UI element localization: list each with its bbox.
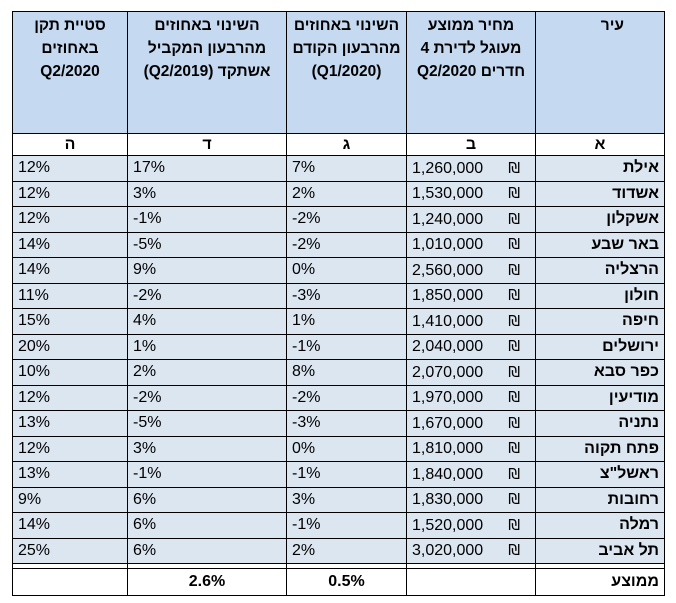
- price-cell: [407, 411, 536, 437]
- quarter-change-cell: 2%: [287, 181, 407, 207]
- quarter-change-cell: -1%: [287, 334, 407, 360]
- price-value: 2,070,000: [412, 363, 484, 381]
- table-row: [13, 436, 665, 462]
- header-price: מחיר ממוצע מעוגל לדירת 4 חדרים Q2/2020: [407, 12, 536, 134]
- shekel-icon: ₪: [508, 388, 520, 407]
- header-std-dev: סטיית תקן באחוזים Q2/2020: [13, 12, 128, 134]
- shekel-icon: ₪: [508, 541, 520, 560]
- quarter-change-cell: 0%: [287, 436, 407, 462]
- year-change-cell: -1%: [128, 462, 287, 488]
- price-value: 1,670,000: [412, 414, 484, 432]
- column-letter: ג: [287, 134, 407, 156]
- quarter-change-cell: 2%: [287, 538, 407, 564]
- quarter-change-cell: 3%: [287, 487, 407, 513]
- city-cell: ראשל"צ: [536, 462, 665, 488]
- header-quarter-change: השינוי באחוזים מהרבעון הקודם (Q1/2020): [287, 12, 407, 134]
- year-change-cell: -1%: [128, 207, 287, 233]
- price-cell: [407, 232, 536, 258]
- std-dev-cell: 13%: [13, 411, 128, 437]
- average-std-dev-empty: [13, 569, 128, 596]
- shekel-icon: ₪: [508, 286, 520, 305]
- std-dev-cell: 20%: [13, 334, 128, 360]
- price-cell: [407, 538, 536, 564]
- table-row: [13, 411, 665, 437]
- table-row: [13, 462, 665, 488]
- quarter-change-cell: -2%: [287, 232, 407, 258]
- price-value: 1,530,000: [412, 185, 484, 203]
- city-cell: חולון: [536, 283, 665, 309]
- price-value: 2,040,000: [412, 338, 484, 356]
- year-change-cell: 2%: [128, 360, 287, 386]
- table-row: [13, 232, 665, 258]
- year-change-cell: -2%: [128, 385, 287, 411]
- std-dev-cell: 14%: [13, 232, 128, 258]
- price-value: 1,810,000: [412, 440, 484, 458]
- shekel-icon: ₪: [508, 413, 520, 432]
- shekel-icon: ₪: [508, 515, 520, 534]
- table-row: [13, 207, 665, 233]
- price-cell: [407, 309, 536, 335]
- city-cell: רחובות: [536, 487, 665, 513]
- quarter-change-cell: -1%: [287, 513, 407, 539]
- price-cell: [407, 385, 536, 411]
- average-year-change: 2.6%: [128, 569, 287, 596]
- table-body: [13, 156, 665, 564]
- price-cell: [407, 207, 536, 233]
- quarter-change-cell: 1%: [287, 309, 407, 335]
- shekel-icon: ₪: [508, 311, 520, 330]
- price-cell: [407, 283, 536, 309]
- price-value: 1,260,000: [412, 159, 484, 177]
- std-dev-cell: 9%: [13, 487, 128, 513]
- std-dev-cell: 13%: [13, 462, 128, 488]
- column-letter: ב: [407, 134, 536, 156]
- city-cell: אילת: [536, 156, 665, 182]
- price-value: 1,840,000: [412, 465, 484, 483]
- price-cell: [407, 462, 536, 488]
- price-value: 1,410,000: [412, 312, 484, 330]
- quarter-change-cell: -2%: [287, 385, 407, 411]
- shekel-icon: ₪: [508, 464, 520, 483]
- price-cell: [407, 360, 536, 386]
- quarter-change-cell: 0%: [287, 258, 407, 284]
- city-cell: באר שבע: [536, 232, 665, 258]
- housing-price-table: [12, 11, 665, 596]
- header-year-change: השינוי באחוזים מהרבעון המקביל אשתקד (Q2/2019): [128, 12, 287, 134]
- column-letter: א: [536, 134, 665, 156]
- city-cell: רמלה: [536, 513, 665, 539]
- std-dev-cell: 14%: [13, 513, 128, 539]
- city-cell: חיפה: [536, 309, 665, 335]
- year-change-cell: -2%: [128, 283, 287, 309]
- std-dev-cell: 25%: [13, 538, 128, 564]
- table-row: [13, 156, 665, 182]
- shekel-icon: ₪: [508, 362, 520, 381]
- city-cell: כפר סבא: [536, 360, 665, 386]
- table-row: [13, 283, 665, 309]
- std-dev-cell: 15%: [13, 309, 128, 335]
- std-dev-cell: 11%: [13, 283, 128, 309]
- average-quarter-change: 0.5%: [287, 569, 407, 596]
- price-cell: [407, 181, 536, 207]
- table-row: [13, 258, 665, 284]
- shekel-icon: ₪: [508, 158, 520, 177]
- year-change-cell: -5%: [128, 232, 287, 258]
- table-row: [13, 360, 665, 386]
- price-value: 1,970,000: [412, 389, 484, 407]
- year-change-cell: 9%: [128, 258, 287, 284]
- price-cell: [407, 334, 536, 360]
- std-dev-cell: 12%: [13, 181, 128, 207]
- city-cell: מודיעין: [536, 385, 665, 411]
- price-value: 2,560,000: [412, 261, 484, 279]
- average-label: ממוצע: [536, 569, 665, 596]
- shekel-icon: ₪: [508, 209, 520, 228]
- table-row: [13, 538, 665, 564]
- table-row: [13, 513, 665, 539]
- std-dev-cell: 10%: [13, 360, 128, 386]
- average-price-empty: [407, 569, 536, 596]
- price-value: 1,520,000: [412, 516, 484, 534]
- quarter-change-cell: 7%: [287, 156, 407, 182]
- std-dev-cell: 12%: [13, 156, 128, 182]
- header-city: עיר: [536, 12, 665, 134]
- year-change-cell: 17%: [128, 156, 287, 182]
- shekel-icon: ₪: [508, 490, 520, 509]
- table-row: [13, 334, 665, 360]
- year-change-cell: -5%: [128, 411, 287, 437]
- table-row: [13, 487, 665, 513]
- column-letters-row: [13, 134, 665, 156]
- price-cell: [407, 487, 536, 513]
- year-change-cell: 1%: [128, 334, 287, 360]
- price-value: 3,020,000: [412, 542, 484, 560]
- city-cell: נתניה: [536, 411, 665, 437]
- header-row: [13, 12, 665, 134]
- table-row: [13, 309, 665, 335]
- year-change-cell: 6%: [128, 487, 287, 513]
- city-cell: פתח תקוה: [536, 436, 665, 462]
- std-dev-cell: 14%: [13, 258, 128, 284]
- average-row: [13, 569, 665, 596]
- quarter-change-cell: -2%: [287, 207, 407, 233]
- shekel-icon: ₪: [508, 235, 520, 254]
- price-cell: [407, 258, 536, 284]
- shekel-icon: ₪: [508, 337, 520, 356]
- shekel-icon: ₪: [508, 260, 520, 279]
- year-change-cell: 3%: [128, 436, 287, 462]
- quarter-change-cell: -3%: [287, 411, 407, 437]
- price-value: 1,240,000: [412, 210, 484, 228]
- shekel-icon: ₪: [508, 184, 520, 203]
- city-cell: אשקלון: [536, 207, 665, 233]
- year-change-cell: 3%: [128, 181, 287, 207]
- quarter-change-cell: 8%: [287, 360, 407, 386]
- table-row: [13, 181, 665, 207]
- city-cell: תל אביב: [536, 538, 665, 564]
- price-value: 1,850,000: [412, 287, 484, 305]
- price-cell: [407, 156, 536, 182]
- shekel-icon: ₪: [508, 439, 520, 458]
- price-value: 1,830,000: [412, 491, 484, 509]
- quarter-change-cell: -3%: [287, 283, 407, 309]
- price-cell: [407, 436, 536, 462]
- price-value: 1,010,000: [412, 236, 484, 254]
- quarter-change-cell: -1%: [287, 462, 407, 488]
- std-dev-cell: 12%: [13, 207, 128, 233]
- city-cell: הרצליה: [536, 258, 665, 284]
- std-dev-cell: 12%: [13, 385, 128, 411]
- price-table-container: [12, 11, 664, 596]
- city-cell: אשדוד: [536, 181, 665, 207]
- std-dev-cell: 12%: [13, 436, 128, 462]
- year-change-cell: 6%: [128, 513, 287, 539]
- column-letter: ה: [13, 134, 128, 156]
- price-cell: [407, 513, 536, 539]
- city-cell: ירושלים: [536, 334, 665, 360]
- column-letter: ד: [128, 134, 287, 156]
- year-change-cell: 4%: [128, 309, 287, 335]
- table-row: [13, 385, 665, 411]
- year-change-cell: 6%: [128, 538, 287, 564]
